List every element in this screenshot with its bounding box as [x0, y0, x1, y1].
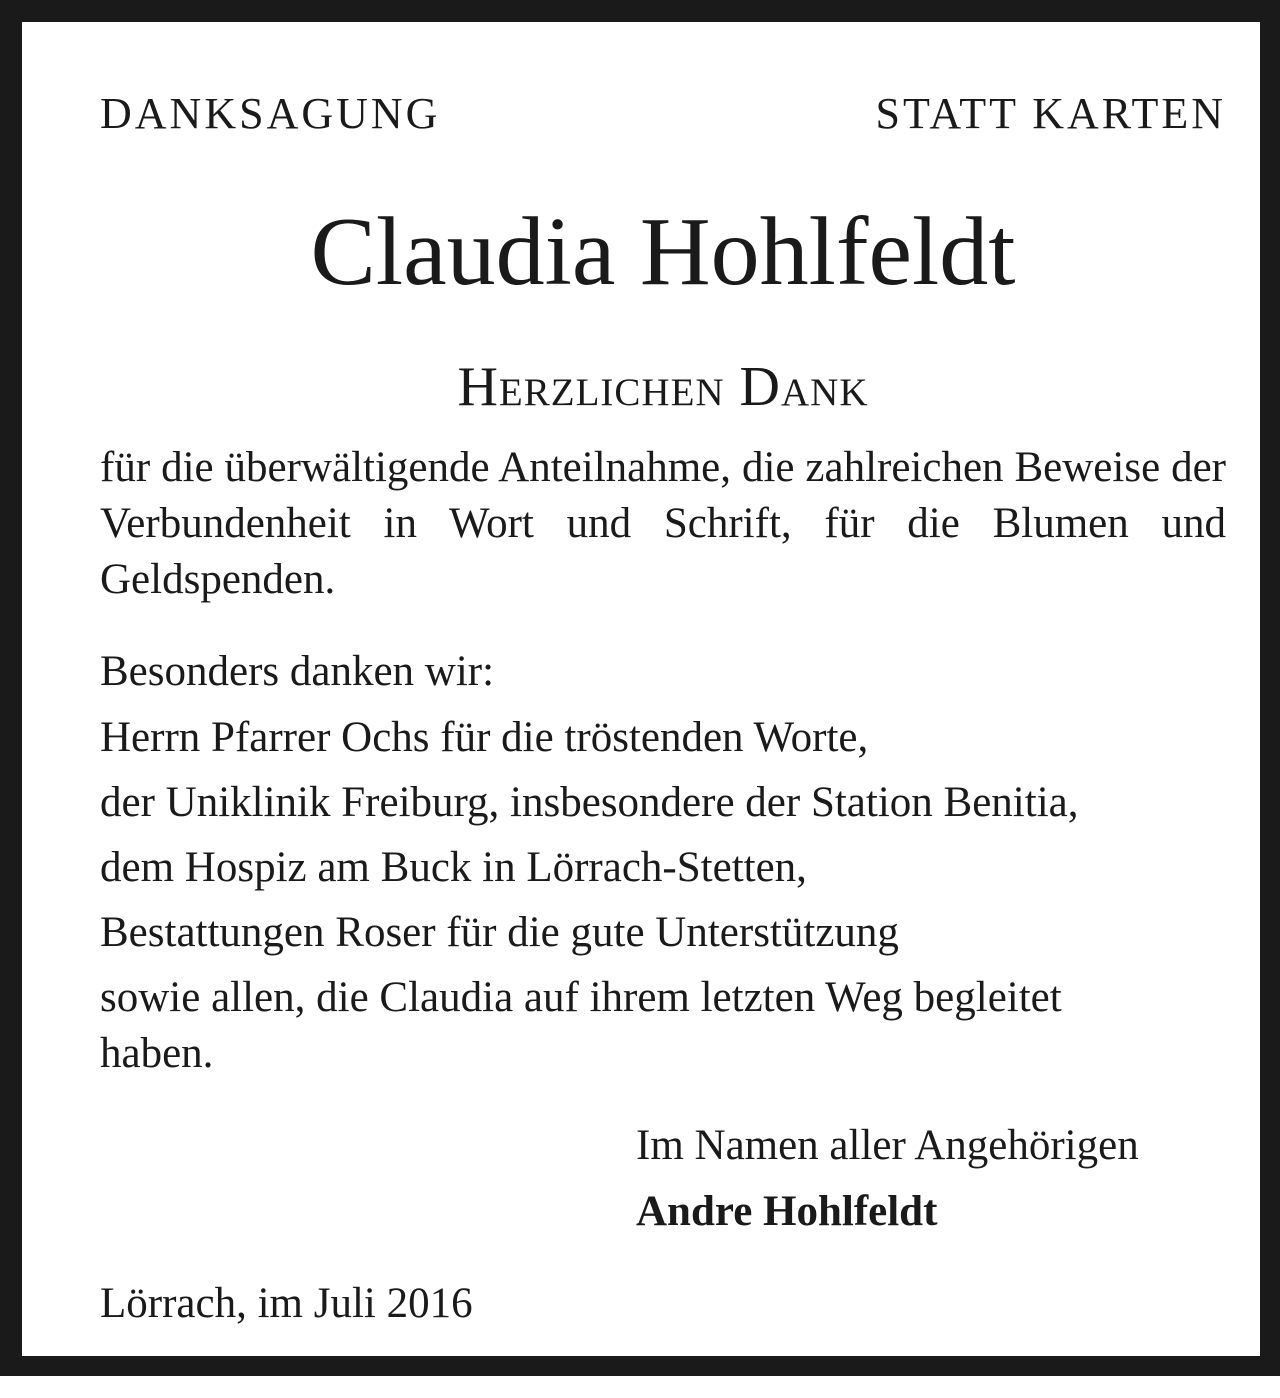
special-thanks-line: haben.	[100, 1030, 214, 1077]
notice-header	[100, 86, 1226, 142]
special-thanks-line: dem Hospiz am Buck in Lörrach-Stetten,	[100, 844, 807, 891]
special-thanks-line: sowie allen, die Claudia auf ihrem letzten Weg begleitet	[100, 974, 1062, 1021]
place-date: Lörrach, im Juli 2016	[100, 1280, 473, 1327]
special-thanks-line: Herrn Pfarrer Ochs für die tröstenden Worte,	[100, 714, 869, 761]
special-thanks-lead: Besonders danken wir:	[100, 648, 495, 695]
intro-paragraph: für die überwältigende Anteilnahme, die zahlreichen Beweise der Verbundenheit in Wort und Schrift, für die Blumen und Geldspenden.	[100, 444, 1226, 603]
header-left-label: DANKSAGUNG	[100, 89, 441, 138]
signature-name: Andre Hohlfeldt	[636, 1188, 938, 1235]
signature-line-1: Im Namen aller Angehörigen	[636, 1122, 1139, 1169]
special-thanks-line: Bestattungen Roser für die gute Unterstützung	[100, 909, 899, 956]
thanks-heading: Herzlichen Dank	[457, 356, 869, 418]
deceased-name: Claudia Hohlfeldt	[310, 198, 1016, 306]
header-right-label: STATT KARTEN	[875, 89, 1226, 138]
special-thanks-line: der Uniklinik Freiburg, insbesondere der Station Benitia,	[100, 779, 1079, 826]
notice-content	[100, 22, 1226, 1398]
